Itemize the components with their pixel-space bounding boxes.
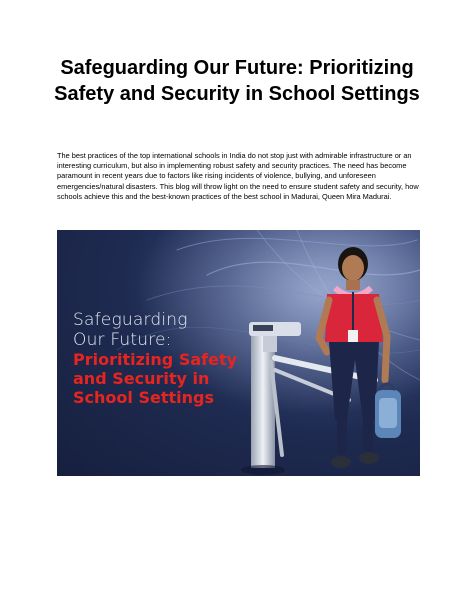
banner-line-1: Safeguarding (73, 310, 188, 330)
intro-paragraph: The best practices of the top international schools in India do not stop just with admirable infrastructure or an interesting curriculum, but also in implementing robust safety and security practices. The need has become paramount in recent years due to factors like rising incidents of violence, bullying, and unforeseen emergencies/natural disasters. This blog will throw light on the need to ensure student safety and security, how schools achieve this and the best-known practices of the best school in Madurai, Queen Mira Madurai. (57, 151, 419, 201)
banner-line-4: and Security in (73, 369, 210, 388)
banner-image (57, 230, 420, 476)
banner-line-2: Our Future: (73, 330, 172, 350)
banner-line-3: Prioritizing Safety (73, 350, 238, 369)
banner-headline (73, 310, 273, 407)
page-title: Safeguarding Our Future: Prioritizing Safety and Security in School Settings (54, 57, 420, 105)
banner-line-5: School Settings (73, 388, 214, 407)
